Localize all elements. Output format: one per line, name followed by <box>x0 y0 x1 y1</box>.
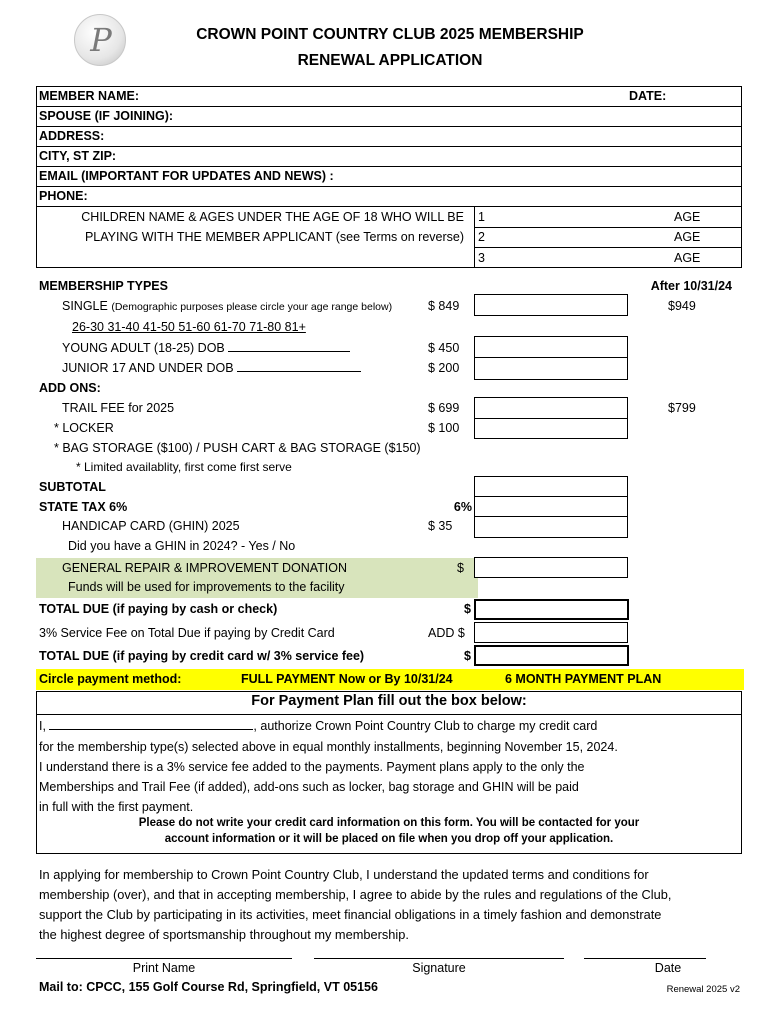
total-credit-box[interactable] <box>474 645 629 666</box>
full-payment-option[interactable]: FULL PAYMENT Now or By 10/31/24 <box>241 672 453 686</box>
ghin-question[interactable]: Did you have a GHIN in 2024? - Yes / No <box>68 539 296 553</box>
locker-label: * LOCKER <box>54 421 114 435</box>
club-logo <box>74 14 126 66</box>
card-note-line2: account information or it will be placed on file when you drop off your application. <box>164 833 614 845</box>
trail-fee-after-price: $799 <box>668 401 696 415</box>
single-after-price: $949 <box>668 299 696 313</box>
single-note: (Demographic purposes please circle your age range below) <box>111 301 393 313</box>
junior-label: JUNIOR 17 AND UNDER DOB <box>62 361 234 375</box>
handicap-price: $ 35 <box>428 519 453 533</box>
trail-fee-price: $ 699 <box>428 401 460 415</box>
children-label-line2: PLAYING WITH THE MEMBER APPLICANT (see Terms on reverse) <box>84 230 464 244</box>
payment-method-label: Circle payment method: <box>39 672 182 686</box>
authorize-prefix: I, <box>39 719 50 733</box>
date-sign-label: Date <box>654 961 682 975</box>
child-number: 2 <box>478 230 485 244</box>
form-title-line2: RENEWAL APPLICATION <box>297 52 483 69</box>
city-label: CITY, ST ZIP: <box>39 149 117 163</box>
service-fee-label: 3% Service Fee on Total Due if paying by Credit Card <box>39 626 335 640</box>
card-note-line1: Please do not write your credit card information on this form. You will be contacted for your <box>138 817 640 829</box>
address-label: ADDRESS: <box>39 129 105 143</box>
locker-price: $ 100 <box>428 421 460 435</box>
young-adult-price: $ 450 <box>428 341 460 355</box>
terms-line4: the highest degree of sportsmanship throughout my membership. <box>39 927 409 942</box>
child-age-label: AGE <box>674 251 701 265</box>
phone-label: PHONE: <box>39 189 88 203</box>
child-number: 1 <box>478 210 485 224</box>
payment-plan-heading: For Payment Plan fill out the box below: <box>251 693 527 709</box>
junior-price: $ 200 <box>428 361 460 375</box>
subtotal-label: SUBTOTAL <box>39 480 106 494</box>
authorizer-name-line[interactable] <box>49 729 253 730</box>
signature-label: Signature <box>412 961 466 975</box>
plan-text-line2: for the membership type(s) selected above in equal monthly installments, beginning November 15, 2024. <box>39 740 618 754</box>
young-adult-label: YOUNG ADULT (18-25) DOB <box>62 341 225 355</box>
print-name-label: Print Name <box>132 961 196 975</box>
plan-text-line4: Memberships and Trail Fee (if added), add-ons such as locker, bag storage and GHIN will be paid <box>39 780 579 794</box>
age-range-options[interactable]: 26-30 31-40 41-50 51-60 61-70 71-80 81+ <box>72 320 306 334</box>
child-age-label: AGE <box>674 210 701 224</box>
donation-label: GENERAL REPAIR & IMPROVEMENT DONATION <box>62 561 347 575</box>
total-credit-label: TOTAL DUE (if paying by credit card w/ 3% service fee) <box>39 649 365 663</box>
authorize-text: , authorize Crown Point Country Club to charge my credit card <box>253 719 598 733</box>
payment-plan-option[interactable]: 6 MONTH PAYMENT PLAN <box>505 672 662 686</box>
plan-text-line3: I understand there is a 3% service fee added to the payments. Payment plans apply to the only the <box>39 760 585 774</box>
state-tax-label: STATE TAX 6% <box>39 500 128 514</box>
terms-line3: support the Club by participating in its activities, meet financial obligations in a timely fashion and demonstrate <box>39 907 662 922</box>
young-junior-amount-box[interactable] <box>474 336 628 380</box>
donation-amount-box[interactable] <box>474 557 628 578</box>
total-cash-sign: $ <box>464 602 471 616</box>
form-version: Renewal 2025 v2 <box>666 984 740 995</box>
email-label: EMAIL (IMPORTANT FOR UPDATES AND NEWS) : <box>39 169 334 183</box>
membership-types-heading: MEMBERSHIP TYPES <box>39 279 168 293</box>
donation-note: Funds will be used for improvements to the facility <box>68 580 345 594</box>
plan-text-line5: in full with the first payment. <box>39 800 194 814</box>
children-label-line1: CHILDREN NAME & AGES UNDER THE AGE OF 18 WHO WILL BE <box>81 210 464 224</box>
spouse-label: SPOUSE (IF JOINING): <box>39 109 174 123</box>
after-date-heading: After 10/31/24 <box>650 279 732 293</box>
member-name-label: MEMBER NAME: <box>39 89 139 103</box>
single-label: SINGLE <box>62 299 108 313</box>
donation-sign: $ <box>457 561 464 575</box>
total-credit-sign: $ <box>464 649 471 663</box>
terms-line1: In applying for membership to Crown Point Country Club, I understand the updated terms and conditions for <box>39 867 649 882</box>
single-price: $ 849 <box>428 299 460 313</box>
total-cash-box[interactable] <box>474 599 629 620</box>
child-age-label: AGE <box>674 230 701 244</box>
young-adult-dob-line[interactable] <box>228 351 350 352</box>
print-name-line[interactable] <box>36 958 292 959</box>
addons-heading: ADD ONS: <box>39 381 101 395</box>
bag-storage-label: * BAG STORAGE ($100) / PUSH CART & BAG STORAGE ($150) <box>54 441 421 455</box>
date-line[interactable] <box>584 958 706 959</box>
service-fee-box[interactable] <box>474 622 628 643</box>
date-label: DATE: <box>629 89 667 103</box>
handicap-label: HANDICAP CARD (GHIN) 2025 <box>62 519 240 533</box>
trail-fee-label: TRAIL FEE for 2025 <box>62 401 175 415</box>
logo-letter: P <box>90 21 112 59</box>
child-number: 3 <box>478 251 485 265</box>
terms-line2: membership (over), and that in accepting membership, I agree to abide by the rules and regulations of the Club, <box>39 887 672 902</box>
form-title-line1: CROWN POINT COUNTRY CLUB 2025 MEMBERSHIP <box>196 26 584 43</box>
single-amount-box[interactable] <box>474 294 628 316</box>
service-fee-sign: ADD $ <box>428 626 465 640</box>
signature-line[interactable] <box>314 958 564 959</box>
junior-dob-line[interactable] <box>237 371 361 372</box>
mail-to-address: Mail to: CPCC, 155 Golf Course Rd, Springfield, VT 05156 <box>39 980 378 994</box>
state-tax-pct: 6% <box>453 500 472 514</box>
total-cash-label: TOTAL DUE (if paying by cash or check) <box>39 602 278 616</box>
subtotal-amount-box[interactable] <box>474 476 628 538</box>
limited-note: * Limited availablity, first come first serve <box>76 460 292 474</box>
